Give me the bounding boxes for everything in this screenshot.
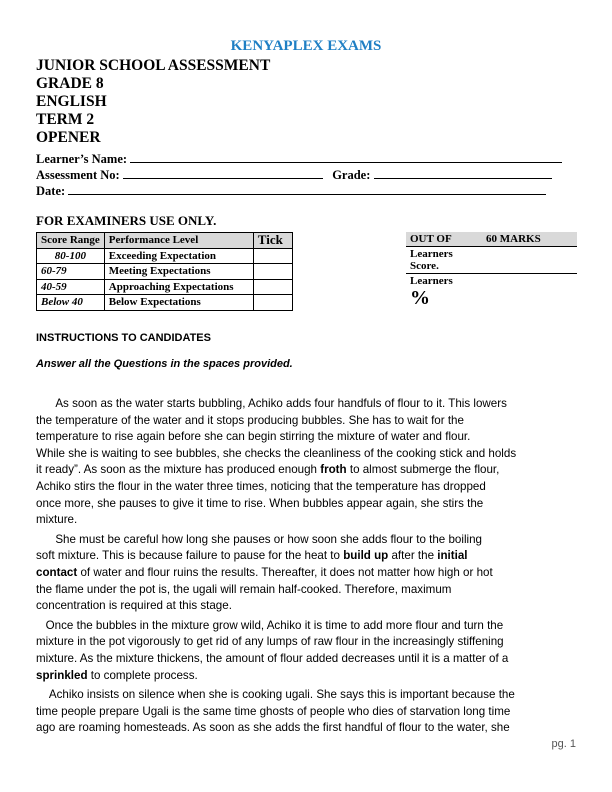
passage-text: As soon as the water starts bubbling, Achiko adds four handfuls of flour to it. This lowers [36,397,507,410]
table-header-row [37,233,293,249]
reading-passage [36,396,581,737]
date-field[interactable] [68,182,546,195]
passage-line [36,429,581,446]
heading-school: JUNIOR SCHOOL ASSESSMENT [36,57,271,74]
page-number: pg. 1 [551,738,576,750]
heading-term: TERM 2 [36,111,95,128]
vocabulary-word: initial [437,549,468,563]
passage-text: Once the bubbles in the mixture grow wild, Achiko it is time to add more flour and turn the [36,618,504,632]
score-range: Below 40 [37,295,105,311]
passage-line [36,687,581,704]
passage-text: concentration is required at this stage. [36,599,232,613]
passage-text: mixture. As the mixture thickens, the amount of flour added decreases until it is a matter of a [36,651,509,665]
learner-score-label: Learners [410,248,453,260]
score-range: 80-100 [37,248,105,264]
score-range: 60-79 [37,264,105,280]
instructions-heading: INSTRUCTIONS TO CANDIDATES [36,332,211,344]
passage-line [36,396,581,413]
passage-line [36,548,581,565]
heading-grade: GRADE 8 [36,75,104,92]
grade-field[interactable] [374,166,552,179]
passage-text: ago are roaming homesteads. As soon as she adds the first handful of flour to the water, she [36,721,510,735]
passage-text: Achiko stirs the flour in the water three times, noticing that the temperature has dropped [36,479,486,493]
brand-title: KENYAPLEX EXAMS [230,38,382,54]
passage-line [36,462,581,479]
passage-text: it ready”. As soon as the mixture has produced enough [36,463,321,477]
passage-text: of water and flour ruins the results. Thereafter, it does not matter how high or hot [77,565,493,579]
passage-text: mixture. [36,513,78,527]
passage-text: after the [388,549,438,563]
passage-text: soft mixture. This is because failure to pause for the heat to [36,549,344,563]
passage-line [36,704,581,721]
header-performance-level: Performance Level [104,233,253,249]
vocabulary-word: froth [320,463,347,477]
learner-percent-cell[interactable] [406,274,577,310]
score-range: 40-59 [37,279,105,295]
passage-text: mixture in the pot vigorously to get rid of any lumps of raw flour in the increasingly stiffening [36,635,504,649]
performance-level: Meeting Expectations [104,264,253,280]
passage-line [36,446,581,463]
passage-line [36,496,581,513]
learner-percent-label: Learners [410,275,453,287]
passage-line [36,512,581,529]
passage-line [36,634,581,651]
passage-line [36,651,581,668]
vocabulary-word: sprinkled [36,668,88,682]
header-tick: Tick [253,233,292,249]
learner-name-field[interactable] [130,150,562,163]
examiners-heading: FOR EXAMINERS USE ONLY. [36,213,217,228]
header-score-range: Score Range [37,233,105,249]
grade-label: Grade: [332,168,371,182]
learner-score-cell[interactable] [406,247,577,274]
passage-line [36,413,581,430]
assessment-no-field[interactable] [123,166,323,179]
assessment-no-label: Assessment No: [36,168,120,182]
performance-level: Approaching Expectations [104,279,253,295]
table-row [37,264,293,280]
passage-text: While she is waiting to see bubbles, she checks the cleanliness of the cooking stick and holds [36,446,517,460]
tick-cell[interactable] [253,264,292,280]
passage-text: the temperature of the water and it stops producing bubbles. She has to wait for the [36,413,464,427]
performance-table [36,232,293,311]
passage-line [36,618,581,635]
total-marks: 60 MARKS [486,233,541,245]
vocabulary-word: build up [343,549,389,563]
table-row [37,279,293,295]
passage-line [36,565,581,582]
performance-level: Exceeding Expectation [104,248,253,264]
passage-text: to complete process. [87,668,198,682]
table-row [37,248,293,264]
passage-text: once more, she pauses to give it time to rise. When bubbles appear again, she stirs the [36,496,484,510]
passage-line [36,532,581,549]
tick-cell[interactable] [253,295,292,311]
passage-line [36,582,581,599]
passage-text: to almost submerge the flour, [346,463,500,477]
passage-text: Achiko insists on silence when she is cooking ugali. She says this is important because the [36,688,515,702]
performance-level: Below Expectations [104,295,253,311]
tick-cell[interactable] [253,279,292,295]
date-label: Date: [36,184,66,198]
heading-subject: ENGLISH [36,93,107,110]
passage-text: the flame under the pot is, the ugali will remain half-cooked. Therefore, maximum [36,582,452,596]
passage-text: time people prepare Ugali is the same time ghosts of people who dies of starvation long time [36,704,511,718]
heading-opener: OPENER [36,129,101,146]
passage-line [36,598,581,615]
learner-name-label: Learner’s Name: [36,152,128,166]
vocabulary-word: contact [36,565,78,579]
percent-symbol: % [410,287,430,309]
learner-score-label-2: Score. [410,260,439,272]
passage-line [36,479,581,496]
table-row [37,295,293,311]
passage-text: She must be careful how long she pauses or how soon she adds flour to the boiling [36,532,482,546]
passage-line [36,668,581,685]
instructions-text: Answer all the Questions in the spaces provided. [36,358,293,370]
marks-box [406,232,577,310]
out-of-label: OUT OF [410,233,452,245]
tick-cell[interactable] [253,248,292,264]
passage-line [36,720,581,737]
passage-text: temperature to rise again before she can begin stirring the mixture of water and flour. [36,430,471,444]
